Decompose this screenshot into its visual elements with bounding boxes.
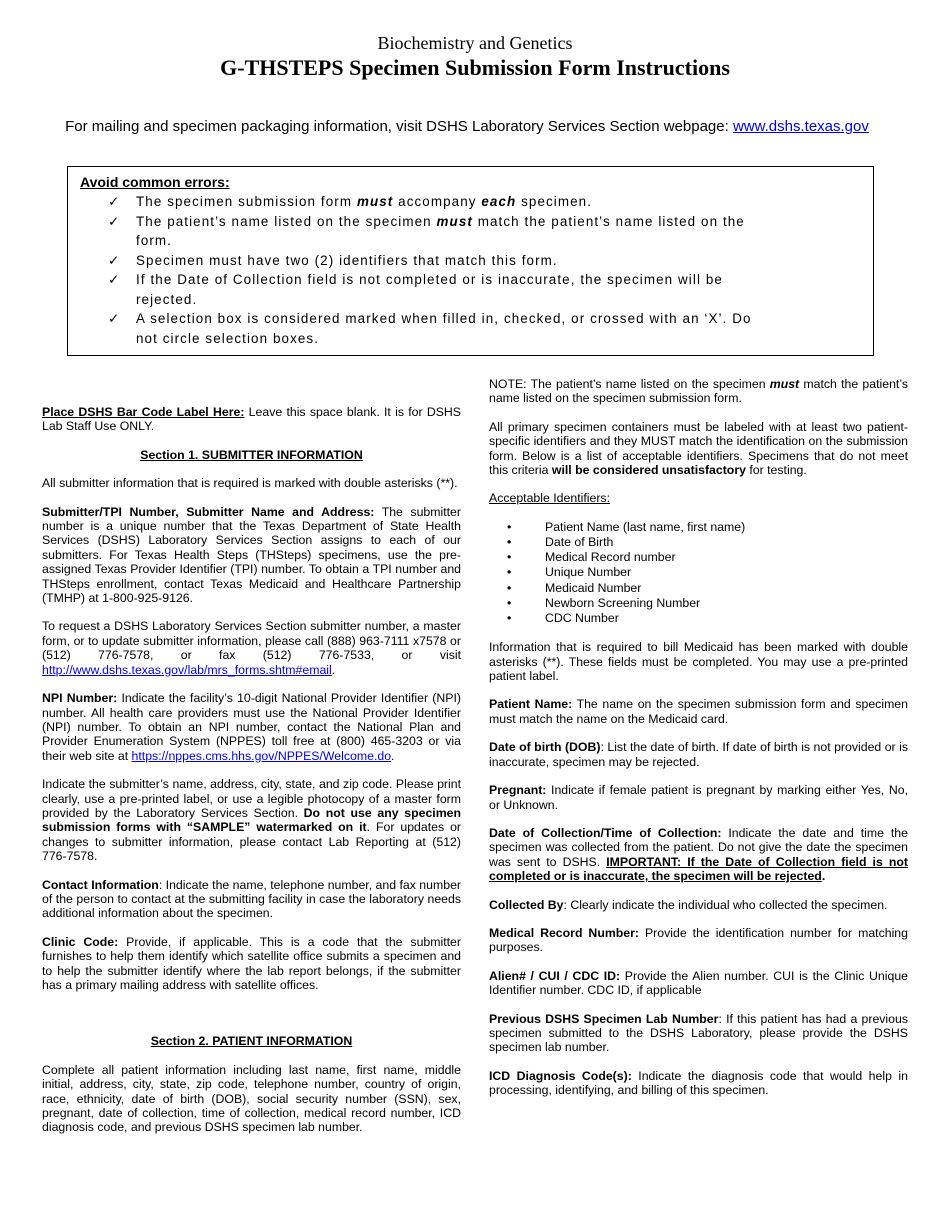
bullet-icon: • [507,595,512,610]
list-item: • Medical Record number [507,550,676,565]
bullet-icon: • [507,565,512,580]
list-item: • Medicaid Number [507,580,642,595]
medicaid-info: Information that is required to bill Medicaid has been marked with double asterisks (**). These fields must be completed. You may use a pre-printed patient label. [489,640,908,684]
checkmark-icon: ✓ [108,311,120,326]
acceptable-identifiers-list [489,520,908,626]
common-errors-title: Avoid common errors: [80,174,230,190]
nppes-link[interactable]: https://nppes.cms.hhs.gov/NPPES/Welcome.do [131,748,392,763]
error-item: ✓ The patient’s name listed on the specimen must match the patient’s name listed on the form. [108,213,745,248]
mrs-forms-link[interactable]: http://www.dshs.texas.gov/lab/mrs_forms.shtm#email [42,662,332,677]
bullet-icon: • [507,519,512,534]
previous-lab-number-info: Previous DSHS Specimen Lab Number: If this patient has had a previous specimen submitted to the DSHS Laboratory, please provide the DSHS specimen lab number. [489,1011,908,1055]
bullet-icon: • [507,611,512,626]
list-item: • Unique Number [507,565,632,580]
medical-record-info: Medical Record Number: Provide the identification number for matching purposes. [489,925,908,955]
dshs-website-link[interactable]: www.dshs.texas.gov [732,118,869,135]
section-1-heading: Section 1. SUBMITTER INFORMATION [140,447,363,462]
document-title: G-THSTEPS Specimen Submission Form Instructions [220,55,730,80]
name-match-note: NOTE: The patient’s name listed on the specimen must match the patient’s name listed on the specimen submission form. [489,377,908,406]
npi-info: NPI Number: Indicate the facility’s 10-digit National Provider Identifier (NPI) number. All health care providers must use the National Provider Identifier (NPI) number. To obtain an NPI number, contact the National Plan and Provider Enumeration System (NPPES) toll free at (800) 465-3203 or via their web site at https://nppes.cms.hhs.gov/NPPES/Welcome.do. [42,691,461,763]
submitter-number-info: Submitter/TPI Number, Submitter Name and Address: The submitter number is a unique number that the Texas Department of State Health Services (DSHS) Laboratory Services Section assigns to each of our submitters. For Texas Health Steps (THSteps) specimens, use the pre-assigned Texas Provider Identifier (TPI) number. To obtain a TPI number and THSteps enrollment, contact Texas Medicaid and Healthcare Partnership (TMHP) at 1-800-925-9126. [42,504,461,606]
error-item: ✓ Specimen must have two (2) identifiers that match this form. [108,251,768,271]
patient-info-paragraph: Complete all patient information including last name, first name, middle initial, address, city, state, zip code, telephone number, country of origin, race, ethnicity, date of birth (DOB), social security number (SSN), sex, pregnant, date of collection, time of collection, medical record number, ICD diagnosis code, and previous DSHS specimen lab number. [42,1062,461,1135]
error-item: ✓ A selection box is considered marked when filled in, checked, or crossed with an ‘X’. Do not circle selection boxes. [108,311,752,346]
bullet-icon: • [507,580,512,595]
error-item: ✓ If the Date of Collection field is not completed or is inaccurate, the specimen will be rejected. [108,272,723,307]
mailing-text: For mailing and specimen packaging information, visit DSHS Laboratory Services Section webpage: [65,118,733,135]
common-errors-list [108,192,768,348]
collection-date-info: Date of Collection/Time of Collection: Indicate the date and time the specimen was collected from the patient. Do not give the date the specimen was sent to DSHS. IMPORTANT: If the Date of Collection field is not completed or is inaccurate, the specimen will be rejected. [489,825,908,884]
bullet-icon: • [507,550,512,565]
address-info: Indicate the submitter’s name, address, city, state, and zip code. Please print clearly, use a pre-printed label, or use a legible photocopy of a master form provided by the Laboratory Services Section. Do not use any specimen submission forms with “SAMPLE” watermarked on it. For updates or changes to submitter information, please contact Lab Reporting at (512) 776-7578. [42,777,461,864]
clinic-code-info: Clinic Code: Provide, if applicable. This is a code that the submitter furnishes to help them identify which satellite office submits a specimen and to help the submitter identify where the lab report belongs, if the submitter has a primary mailing address with satellite offices. [42,934,461,992]
collected-by-info: Collected By: Clearly indicate the individual who collected the specimen. [489,897,888,912]
submitter-intro: All submitter information that is required is marked with double asterisks (**). [42,476,458,491]
patient-name-info: Patient Name: The name on the specimen submission form and specimen must match the name on the Medicaid card. [489,697,908,726]
list-item: • Date of Birth [507,535,614,550]
icd-code-info: ICD Diagnosis Code(s): Indicate the diagnosis code that would help in processing, identifying, and billing of this specimen. [489,1068,908,1098]
contact-info: Contact Information: Indicate the name, telephone number, and fax number of the person to contact at the submitting facility in case the laboratory needs additional information about the specimen. [42,877,461,921]
checkmark-icon: ✓ [108,272,120,287]
list-item: • Newborn Screening Number [507,595,701,610]
common-errors-box [67,166,874,356]
error-item: ✓ The specimen submission form must accompany each specimen. [108,192,768,212]
section-2-heading: Section 2. PATIENT INFORMATION [150,1034,353,1049]
container-labeling-info: All primary specimen containers must be labeled with at least two patient-specific identifiers and they MUST match the identification on the submission form. Below is a list of acceptable identifiers. Specimens that do not meet this criteria will be considered unsatisfactory for testing. [489,419,908,478]
checkmark-icon: ✓ [108,252,120,268]
alien-cui-info: Alien# / CUI / CDC ID: Provide the Alien number. CUI is the Clinic Unique Identifier number. CDC ID, if applicable [489,968,908,998]
acceptable-identifiers-title: Acceptable Identifiers: [489,491,610,506]
bullet-icon: • [507,535,512,550]
checkmark-icon: ✓ [108,194,120,209]
barcode-instruction: Place DSHS Bar Code Label Here: Leave this space blank. It is for DSHS Lab Staff Use ONLY. [42,405,462,434]
list-item: • CDC Number [507,611,619,626]
document-subtitle: Biochemistry and Genetics [377,33,573,53]
checkmark-icon: ✓ [108,213,120,229]
left-column [42,405,461,1149]
pregnant-info: Pregnant: Indicate if female patient is pregnant by marking either Yes, No, or Unknown. [489,783,908,812]
list-item: • Patient Name (last name, first name) [507,519,746,534]
mailing-info [0,118,934,135]
submitter-request-info: To request a DSHS Laboratory Services Section submitter number, a master form, or to update submitter information, please call (888) 963-7111 x7578 or (512) 776-7578, or fax (512) 776-7533, or visit http://www.dshs.texas.gov/lab/mrs_forms.shtm#email. [42,619,461,677]
right-column [489,377,908,1112]
dob-info: Date of birth (DOB): List the date of birth. If date of birth is not provided or is inaccurate, specimen may be rejected. [489,740,908,769]
